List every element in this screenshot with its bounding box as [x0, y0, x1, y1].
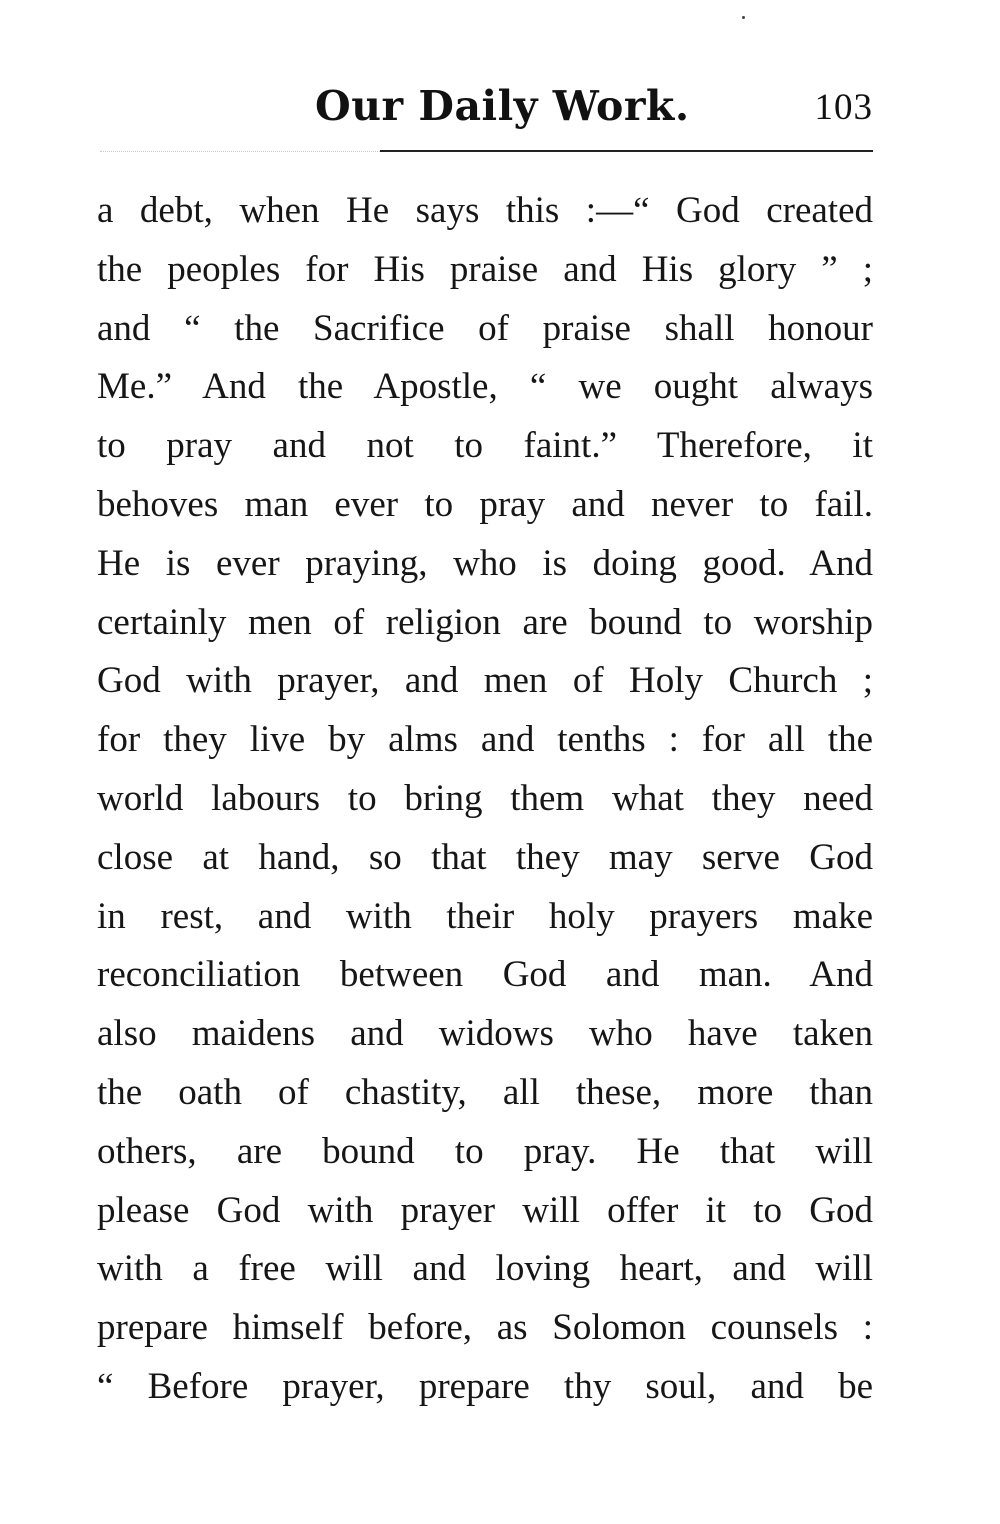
body-text — [97, 182, 873, 1417]
text-line: with a free will and loving heart, and will — [97, 1248, 873, 1290]
text-line: and “ the Sacrifice of praise shall honour — [97, 307, 873, 349]
header-rule-faint — [100, 151, 380, 152]
text-line: God with prayer, and men of Holy Church ; — [97, 660, 873, 702]
text-line: world labours to bring them what they need — [97, 777, 873, 819]
text-line: in rest, and with their holy prayers make — [97, 895, 873, 937]
header-rule — [380, 150, 873, 152]
text-line: certainly men of religion are bound to worship — [97, 601, 873, 643]
text-line: the peoples for His praise and His glory ” ; — [97, 248, 873, 290]
text-line: to pray and not to faint.” Therefore, it — [97, 425, 873, 467]
text-line: also maidens and widows who have taken — [97, 1013, 873, 1055]
ink-speck — [742, 16, 745, 19]
text-line: Me.” And the Apostle, “ we ought always — [97, 366, 873, 408]
text-line: the oath of chastity, all these, more than — [97, 1071, 873, 1113]
text-line: He is ever praying, who is doing good. And — [97, 542, 873, 584]
page-number: 103 — [814, 87, 873, 128]
text-line: “ Before prayer, prepare thy soul, and be — [97, 1365, 873, 1407]
text-line: reconciliation between God and man. And — [97, 954, 873, 996]
text-line: close at hand, so that they may serve God — [97, 836, 873, 878]
text-line: behoves man ever to pray and never to fail. — [97, 483, 873, 525]
text-line: prepare himself before, as Solomon counsels : — [97, 1307, 873, 1349]
page-header — [97, 82, 873, 142]
text-line: for they live by alms and tenths : for all the — [97, 719, 873, 761]
running-title: Our Daily Work. — [315, 82, 690, 130]
text-line: others, are bound to pray. He that will — [97, 1130, 873, 1172]
text-line: a debt, when He says this :—“ God created — [97, 190, 873, 231]
text-line: please God with prayer will offer it to God — [97, 1189, 873, 1231]
